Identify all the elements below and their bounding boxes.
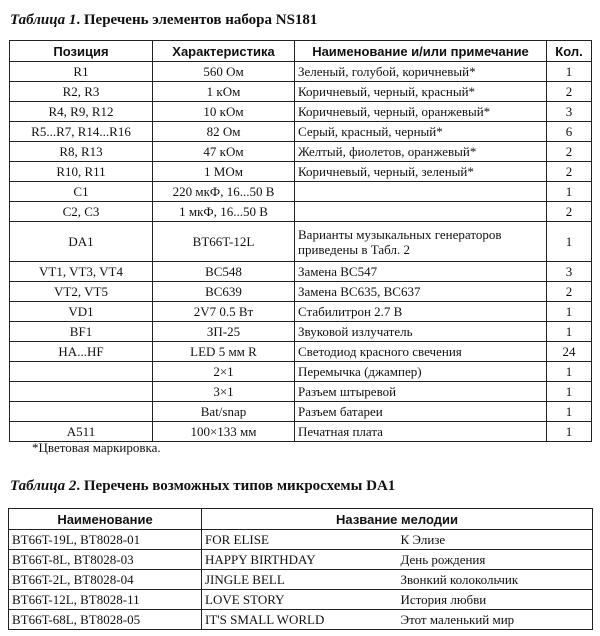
table-row [10, 182, 592, 202]
table-cell: Разъем батареи [295, 402, 547, 422]
table-cell: 1 [547, 322, 592, 342]
table-cell [295, 182, 547, 202]
table1-footnote: *Цветовая маркировка. [32, 440, 161, 455]
table-cell: HAPPY BIRTHDAY [202, 550, 398, 570]
table-row [9, 530, 593, 550]
table2-header-cell: Наименование [9, 509, 202, 530]
table-cell: 1 МОм [153, 162, 295, 182]
table-cell: R5...R7, R14...R16 [10, 122, 153, 142]
table-cell: 1 [547, 182, 592, 202]
table-row [10, 202, 592, 222]
table1-header-cell: Наименование и/или примечание [295, 41, 547, 62]
table1-caption [10, 12, 317, 29]
table-cell: C2, C3 [10, 202, 153, 222]
table-row [9, 570, 593, 590]
table-cell: BF1 [10, 322, 153, 342]
table-row [10, 162, 592, 182]
table-cell: 2 [547, 202, 592, 222]
table-cell [10, 402, 153, 422]
table-cell: JINGLE BELL [202, 570, 398, 590]
table-cell: 3 [547, 102, 592, 122]
table1-header-cell: Характеристика [153, 41, 295, 62]
table-cell: 1 [547, 302, 592, 322]
table1-header-row [10, 41, 592, 62]
table-row [10, 362, 592, 382]
components-table [9, 40, 592, 442]
table-row [10, 402, 592, 422]
table-cell: 47 кОм [153, 142, 295, 162]
table1-caption-lead: Таблица 1 [10, 12, 77, 28]
table-cell [295, 202, 547, 222]
table-cell: 3 [547, 262, 592, 282]
table-cell: 1 [547, 362, 592, 382]
table-cell: BT66T-8L, BT8028-03 [9, 550, 202, 570]
table2-caption [10, 478, 395, 495]
table-cell: 100×133 мм [153, 422, 295, 442]
table-cell: Зеленый, голубой, коричневый* [295, 62, 547, 82]
table-row [10, 382, 592, 402]
table-cell: История любви [398, 590, 593, 610]
table-cell: 1 [547, 402, 592, 422]
table-cell: Желтый, фиолетов, оранжевый* [295, 142, 547, 162]
table-cell: 1 [547, 62, 592, 82]
table-cell: 2 [547, 82, 592, 102]
table-cell: Bat/snap [153, 402, 295, 422]
table-cell: Серый, красный, черный* [295, 122, 547, 142]
table-cell: R4, R9, R12 [10, 102, 153, 122]
table-cell: BT66T-19L, BT8028-01 [9, 530, 202, 550]
table-cell: 1 мкФ, 16...50 В [153, 202, 295, 222]
table-cell: R8, R13 [10, 142, 153, 162]
table-cell: VT1, VT3, VT4 [10, 262, 153, 282]
table-row [10, 322, 592, 342]
table-row [10, 142, 592, 162]
table-cell: Коричневый, черный, красный* [295, 82, 547, 102]
table-cell: BT66T-12L, BT8028-11 [9, 590, 202, 610]
table-cell: R2, R3 [10, 82, 153, 102]
table-row [10, 222, 592, 262]
table-cell: 2×1 [153, 362, 295, 382]
table-cell: Коричневый, черный, оранжевый* [295, 102, 547, 122]
table-cell: Печатная плата [295, 422, 547, 442]
table-cell: 2 [547, 142, 592, 162]
table-cell: Светодиод красного свечения [295, 342, 547, 362]
table-cell: 220 мкФ, 16...50 В [153, 182, 295, 202]
table-cell [10, 382, 153, 402]
table2-caption-lead: Таблица 2 [10, 478, 77, 494]
table-cell: DA1 [10, 222, 153, 262]
table-cell: 24 [547, 342, 592, 362]
table-cell [10, 362, 153, 382]
melodies-table [8, 508, 593, 630]
table-cell: Стабилитрон 2.7 В [295, 302, 547, 322]
table-cell: 82 Ом [153, 122, 295, 142]
table-cell: R10, R11 [10, 162, 153, 182]
table-row [10, 282, 592, 302]
table-row [10, 262, 592, 282]
table-cell: 10 кОм [153, 102, 295, 122]
table1-header-cell: Кол. [547, 41, 592, 62]
table-cell: 560 Ом [153, 62, 295, 82]
table-row [10, 122, 592, 142]
table-cell: 2 [547, 282, 592, 302]
table-cell: Этот маленький мир [398, 610, 593, 630]
table-row [10, 302, 592, 322]
table-cell: Коричневый, черный, зеленый* [295, 162, 547, 182]
table-cell: LED 5 мм R [153, 342, 295, 362]
table1-header-cell: Позиция [10, 41, 153, 62]
table-cell: 6 [547, 122, 592, 142]
table-cell: VD1 [10, 302, 153, 322]
table-cell: День рождения [398, 550, 593, 570]
table-cell: FOR ELISE [202, 530, 398, 550]
table-cell: BC639 [153, 282, 295, 302]
table-cell: R1 [10, 62, 153, 82]
table-cell: IT'S SMALL WORLD [202, 610, 398, 630]
table-row [9, 610, 593, 630]
table-cell: 2V7 0.5 Вт [153, 302, 295, 322]
table-cell: Замена BC635, BC637 [295, 282, 547, 302]
table-cell: 1 [547, 222, 592, 262]
table1-caption-rest: . Перечень элементов набора NS181 [76, 12, 318, 28]
table-row [10, 422, 592, 442]
table-row [10, 62, 592, 82]
table-cell: LOVE STORY [202, 590, 398, 610]
table-cell: 1 [547, 382, 592, 402]
table-cell: 2 [547, 162, 592, 182]
table-cell: BT66T-12L [153, 222, 295, 262]
table-row [10, 102, 592, 122]
table2-header-cell: Название мелодии [202, 509, 593, 530]
table-cell: VT2, VT5 [10, 282, 153, 302]
table-cell: Звонкий колокольчик [398, 570, 593, 590]
table-row [9, 590, 593, 610]
table2-caption-rest: . Перечень возможных типов микросхемы DA1 [76, 478, 396, 494]
table-cell: Перемычка (джампер) [295, 362, 547, 382]
table-cell: C1 [10, 182, 153, 202]
table-cell: 1 [547, 422, 592, 442]
table-cell: ЗП-25 [153, 322, 295, 342]
table-cell: 3×1 [153, 382, 295, 402]
table-cell: HA...HF [10, 342, 153, 362]
table-cell: К Элизе [398, 530, 593, 550]
table-row [9, 550, 593, 570]
table-row [10, 82, 592, 102]
table-cell: BT66T-68L, BT8028-05 [9, 610, 202, 630]
table-row [10, 342, 592, 362]
table2-header-row [9, 509, 593, 530]
table-cell: Варианты музыкальных генераторов приведены в Табл. 2 [295, 222, 547, 262]
table-cell: Разъем штыревой [295, 382, 547, 402]
table-cell: BT66T-2L, BT8028-04 [9, 570, 202, 590]
table-cell: Звуковой излучатель [295, 322, 547, 342]
table-cell: A511 [10, 422, 153, 442]
table-cell: BC548 [153, 262, 295, 282]
table-cell: Замена BC547 [295, 262, 547, 282]
table-cell: 1 кОм [153, 82, 295, 102]
